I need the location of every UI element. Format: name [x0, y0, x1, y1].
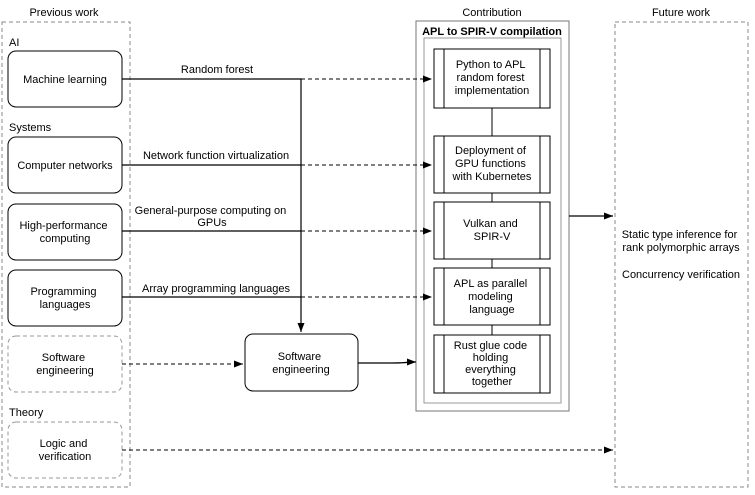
programming-languages-box	[8, 270, 122, 326]
edge-software-engineering-to-step-5	[358, 362, 416, 363]
contribution-step-1	[434, 49, 550, 108]
computer-networks-label: Computer networks	[17, 160, 113, 172]
step-3-line-1: Vulkan and	[463, 218, 518, 230]
future-item-type-inference	[622, 229, 741, 254]
software-engineering-dashed-box	[8, 336, 122, 392]
step-1-line-2: random forest	[456, 72, 525, 84]
future-work-heading: Future work	[651, 7, 711, 19]
step-3-line-2: SPIR-V	[473, 231, 511, 243]
hpc-label-line-2: computing	[39, 233, 91, 245]
contribution-step-3	[434, 202, 550, 259]
section-ai: AI	[9, 37, 20, 49]
hpc-label-line-1: High-performance	[19, 220, 108, 232]
step-2-line-3: with Kubernetes	[452, 171, 532, 183]
future-item-concurrency-verification: Concurrency verification	[622, 269, 740, 281]
hpc-box	[8, 204, 122, 260]
contribution-title: APL to SPIR-V compilation	[422, 26, 562, 38]
edge-label-gpgpu-line-1: General-purpose computing on	[134, 205, 287, 217]
step-4-line-2: modeling	[468, 291, 513, 303]
contribution-heading: Contribution	[462, 7, 522, 19]
programming-languages-line-2: languages	[39, 299, 91, 311]
step-2-line-2: GPU functions	[455, 158, 526, 170]
step-2-label	[452, 145, 532, 183]
section-systems: Systems	[9, 122, 52, 134]
future-item-1-line-2: rank polymorphic arrays	[622, 242, 740, 254]
step-1-line-3: implementation	[454, 85, 530, 97]
step-1-label	[455, 59, 530, 97]
future-item-1-line-1: Static type inference for	[621, 229, 738, 241]
step-2-line-1: Deployment of	[455, 145, 526, 157]
edge-label-array-pl: Array programming languages	[142, 283, 290, 295]
programming-languages-label	[30, 286, 99, 311]
step-5-line-4: together	[471, 376, 513, 388]
software-engineering-mid-label	[272, 351, 330, 376]
contribution-step-4	[434, 268, 550, 325]
future-work-column	[615, 22, 748, 487]
previous-work-heading: Previous work	[29, 7, 99, 19]
software-engineering-dashed-label	[36, 352, 94, 377]
step-5-line-2: holding	[472, 352, 509, 364]
edge-label-nfv: Network function virtualization	[142, 150, 290, 162]
logic-verification-label	[39, 438, 92, 463]
step-1-line-1: Python to APL	[455, 59, 526, 71]
software-engineering-mid-line-1: Software	[277, 351, 322, 363]
step-4-line-1: APL as parallel	[453, 278, 528, 290]
edge-label-gpgpu	[135, 205, 290, 229]
software-engineering-dashed-line-2: engineering	[36, 365, 94, 377]
step-5-line-1: Rust glue code	[453, 340, 528, 352]
edge-label-gpgpu-line-2: GPUs	[197, 217, 227, 229]
contribution-step-2	[434, 136, 550, 193]
logic-verification-box	[8, 422, 122, 478]
contribution-step-5	[434, 335, 550, 393]
machine-learning-label: Machine learning	[23, 74, 107, 86]
section-theory: Theory	[9, 407, 44, 419]
edge-label-random-forest: Random forest	[180, 64, 254, 76]
software-engineering-dashed-line-1: Software	[41, 352, 86, 364]
step-5-line-3: everything	[465, 364, 516, 376]
programming-languages-line-1: Programming	[30, 286, 97, 298]
logic-verification-line-2: verification	[38, 451, 92, 463]
step-4-line-3: language	[469, 304, 515, 316]
software-engineering-mid-line-2: engineering	[272, 364, 330, 376]
logic-verification-line-1: Logic and	[39, 438, 88, 450]
